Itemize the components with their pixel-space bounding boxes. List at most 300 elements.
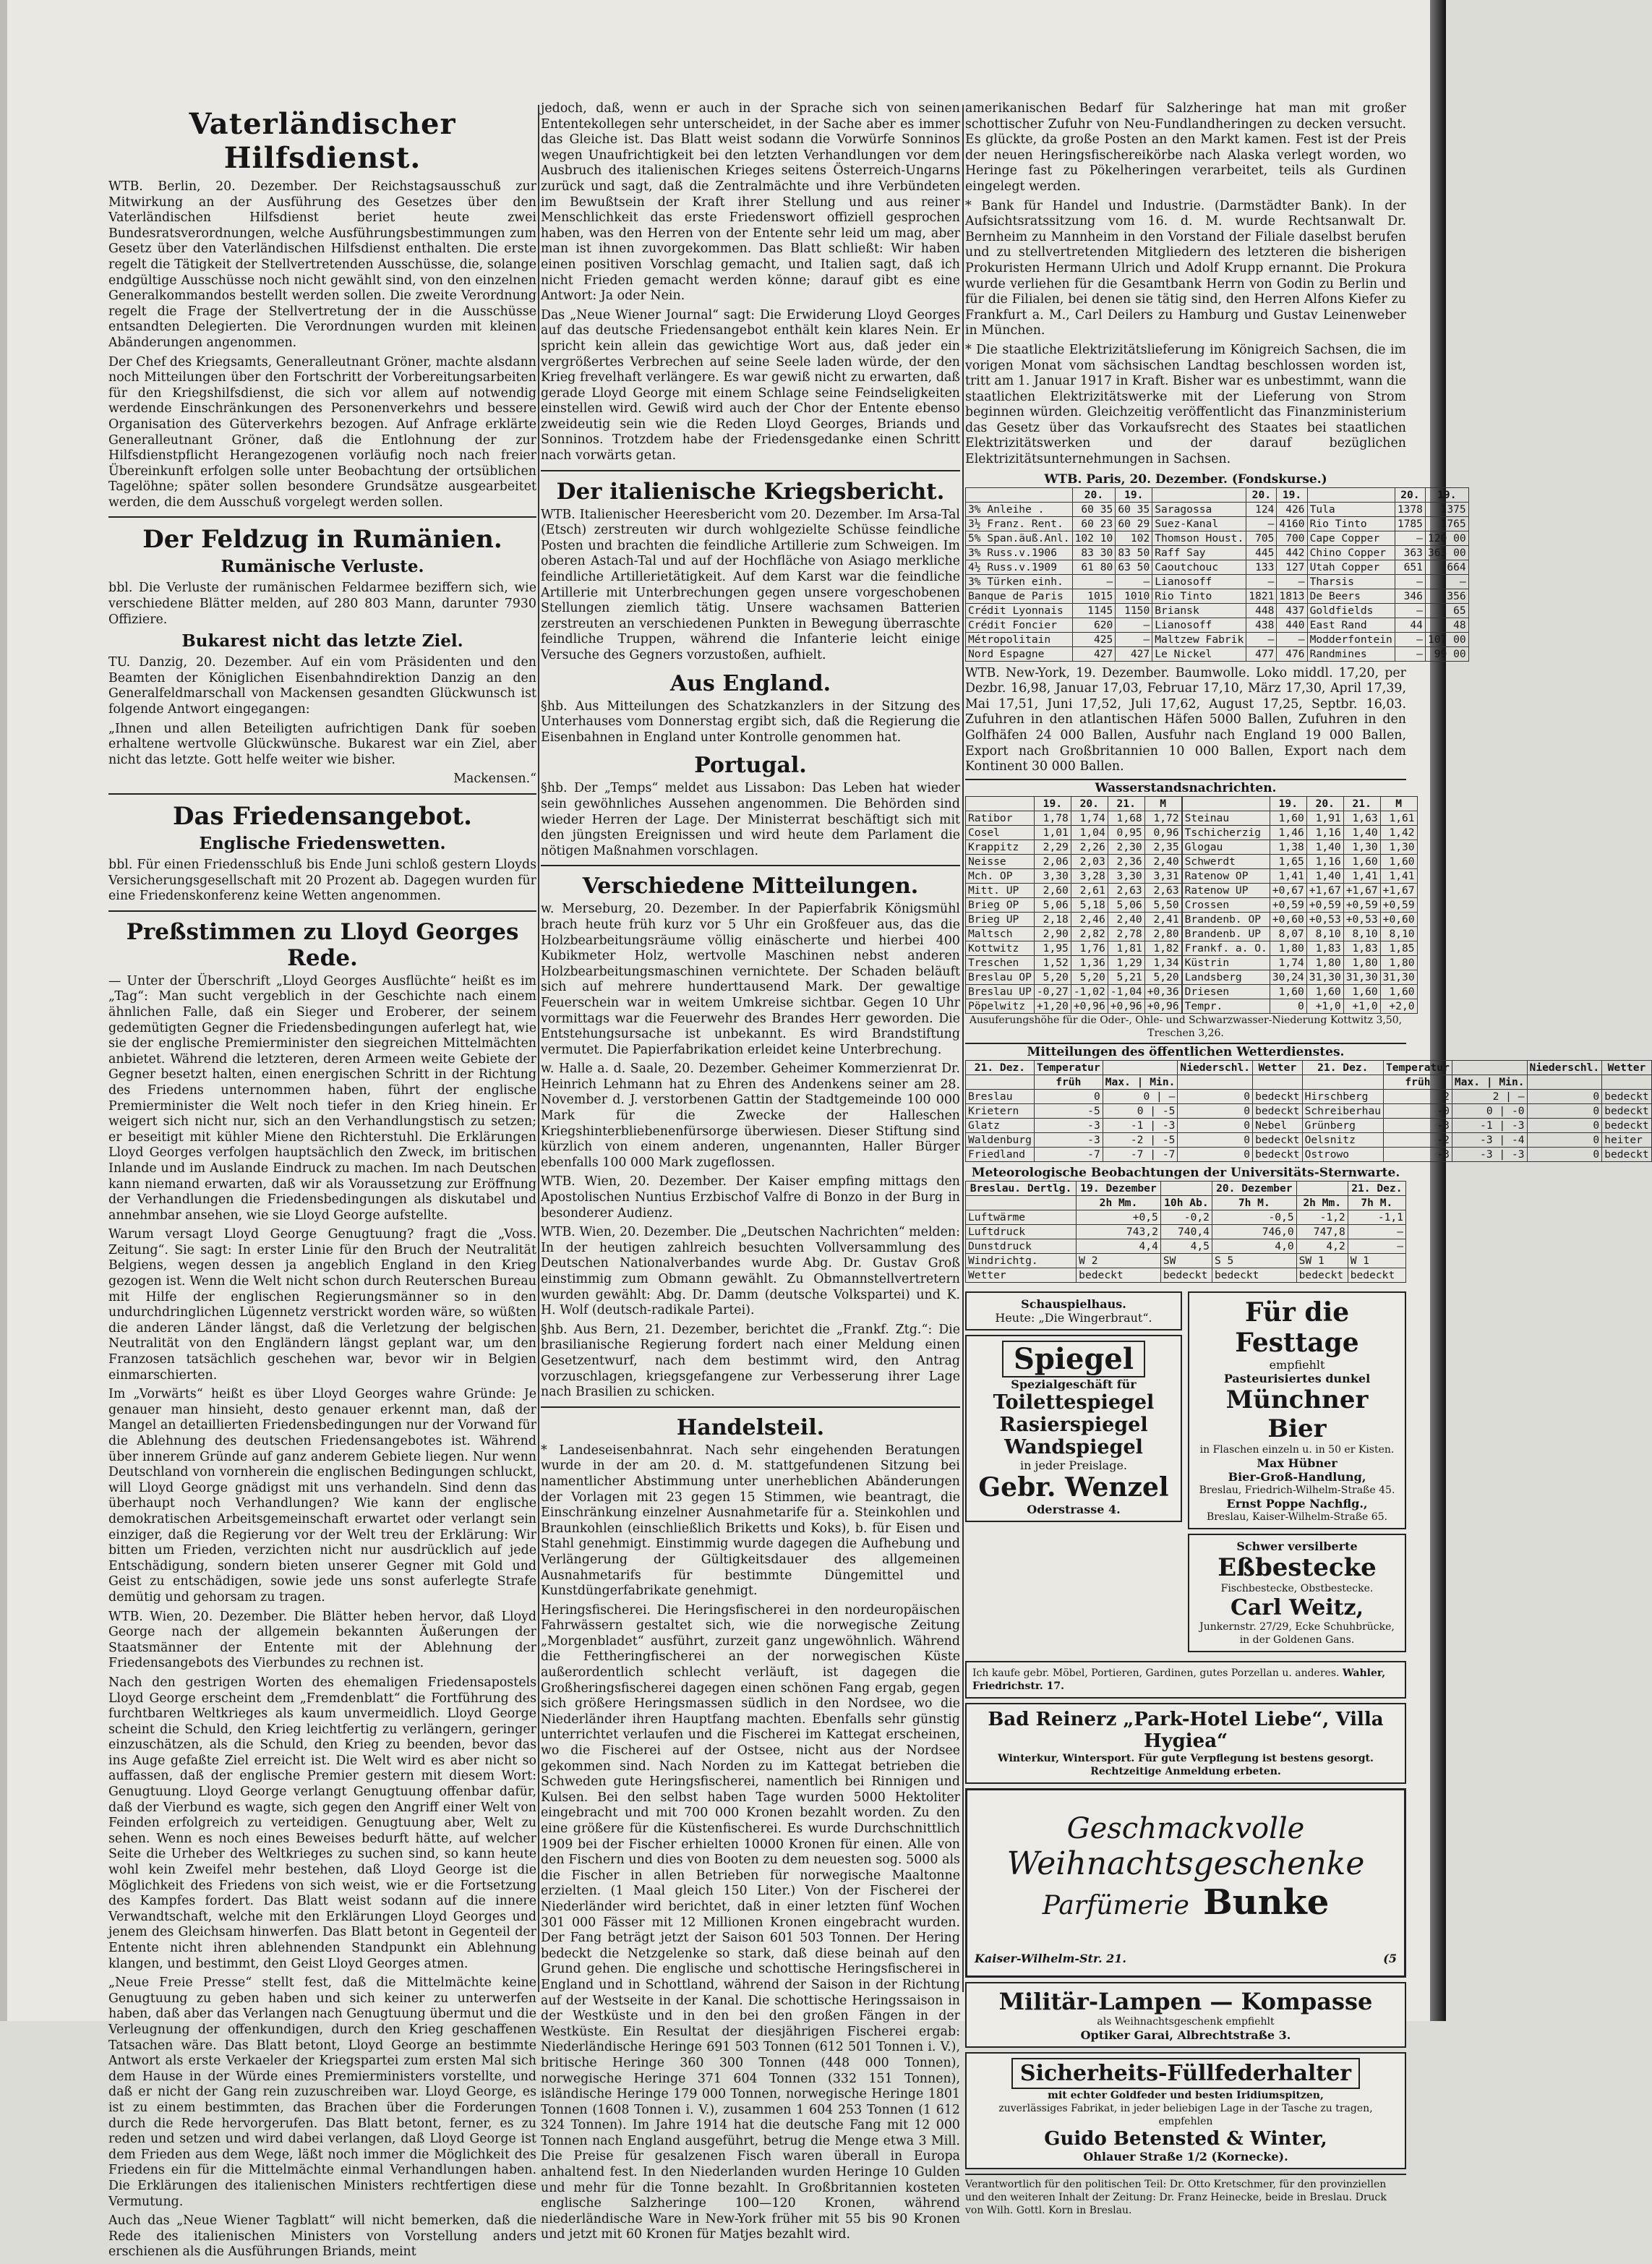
article-title-hilfsdienst: Vaterländischer Hilfsdienst. — [189, 107, 456, 175]
table-cell: 3% Anleihe . — [966, 502, 1073, 516]
table-cell: Krappitz — [966, 840, 1035, 854]
ad-ess-line: Junkernstr. 27/29, Ecke Schuhbrücke, in der Goldenen Gans. — [1199, 1620, 1395, 1646]
table-cell: 1,61 — [1380, 811, 1417, 825]
table-cell: 1,60 — [1343, 854, 1380, 868]
table-cell: 1,29 — [1108, 955, 1144, 970]
table-cell: +1,67 — [1380, 883, 1417, 897]
table-cell: Frankf. a. O. — [1182, 941, 1270, 955]
table-cell: -3 | -3 — [1452, 1147, 1527, 1161]
column-header: 19. — [1277, 487, 1307, 502]
table-cell: 1813 — [1277, 589, 1307, 603]
table-row — [966, 955, 1182, 970]
table-row — [966, 574, 1469, 589]
table-cell: 124 — [1246, 502, 1277, 516]
table-cell: Brandenb. OP — [1182, 912, 1270, 926]
table-cell: 2,29 — [1034, 840, 1071, 854]
table-cell: Rio Tinto — [1152, 589, 1246, 603]
table-cell: 1,91 — [1306, 811, 1343, 825]
table-cell: 651 — [1395, 560, 1425, 574]
table-cell: Lianosoff — [1152, 618, 1246, 632]
table-cell: Neisse — [966, 854, 1035, 868]
table-cell: 3% Türken einh. — [966, 574, 1073, 589]
table-cell: 1,38 — [1270, 840, 1306, 854]
article-text: Das „Neue Wiener Journal“ sagt: Die Erwiderung Lloyd Georges auf das deutsche Friedensangebot enthält kein klares Nein. Er spricht kein allein das gewichtige Wort aus, daß jeder ein vergrößertes Verbrechen auf seine Seele laden würde, der den Krieg frevelhaft verlängere. Es war gewiß nicht zu erwarten, daß gerade Lloyd George mit einem Schlage seine Feindseligkeiten einstellen wird. Gewiß wird auch der Chor der Entente ebenso zweideutig sein wie die Reden Lloyd Georges, Briands und Sonninos. Trotzdem habe der Friedensgedanke einen Schritt nach vorwärts getan. — [541, 307, 960, 464]
article-text: Warum versagt Lloyd George Genugtuung? fragt die „Voss. Zeitung“. Sie sagt: In erster Linie für den Bruch der Neutralität Belgiens, wegen dessen ja angeblich England in den Krieg gezogen ist. Wenn die Welt nicht schon durch Reuterschen Bureau mit Hilfe der englischen Regierungsmänner so in den undurchdringlichen Lügennetz verstrickt worden wäre, so wüßten die anderen Länder längst, daß die Verletzung der belgischen Neutralität von den Engländern längst geplant war, um den Franzosen tatsächlich geschehen war, bevor wir in Belgien einmarschierten. — [108, 1227, 536, 1383]
table-cell: 1,40 — [1306, 840, 1343, 854]
table-row — [966, 1132, 1652, 1147]
wasserstand-note: Ausuferungshöhe für die Oder-, Ohle- und Schwarzwasser-Niederung Kottwitz 3,50, Treschen 3,26. — [969, 1014, 1403, 1039]
column-header: Temperatur — [1034, 1060, 1103, 1075]
table-row — [966, 854, 1182, 868]
table-cell: 1,42 — [1380, 825, 1417, 840]
signature: Mackensen.“ — [453, 772, 536, 787]
ad-reinerz-title: Bad Reinerz „Park-Hotel Liebe“, Villa Hygiea“ — [988, 1708, 1384, 1752]
ad-mil-title: Militär-Lampen — Kompasse — [998, 1987, 1373, 2015]
table-cell: De Beers — [1307, 589, 1395, 603]
table-cell: Goldfields — [1307, 603, 1395, 618]
ad-bunke-line: Parfümerie — [1042, 1890, 1189, 1921]
table-cell: +0,59 — [1306, 897, 1343, 912]
ad-fest-line: in Flaschen einzeln u. in 50 er Kisten. — [1199, 1443, 1395, 1456]
table-cell: 1,78 — [1034, 811, 1071, 825]
table-cell: 2,90 — [1034, 926, 1071, 941]
ad-militaer-lampen — [965, 1982, 1406, 2048]
table-row — [966, 1118, 1652, 1132]
table-cell: 1,60 — [1380, 854, 1417, 868]
table-cell: +1,67 — [1343, 883, 1380, 897]
table-cell: 0,96 — [1144, 825, 1181, 840]
ad-theater-text: Heute: „Die Wingerbraut“. — [995, 1310, 1152, 1325]
table-row — [966, 502, 1469, 516]
table-cell: Landsberg — [1182, 970, 1270, 984]
article-text: §hb. Aus Bern, 21. Dezember, berichtet die „Frankf. Ztg.“: Die brasilianische Regierung fordert nach einer Meldung einen Gesetzentwurf, nach dem bestimmt wird, den Antrag vorzuschlagen, kriegsgefangene zur Verbesserung ihrer Lage nach Brasilien zu schicken. — [541, 1322, 960, 1400]
table-cell: 1,80 — [1306, 955, 1343, 970]
table-cell: 0 — [1034, 1089, 1103, 1103]
table-cell: W 2 — [1077, 1253, 1161, 1268]
article-text: * Bank für Handel und Industrie. (Darmstädter Bank). In der Aufsichtsratssitzung vom 16. d. M. wurde Rechtsanwalt Dr. Bernheim zu Mannheim in den Vorstand der Filiale daselbst berufen und zu stellvertretenden Mitgliedern des letzteren die bisherigen Prokuristen Hermann Ulrich und Adolf Krupp ernannt. Die Prokura wurde verliehen für die Gesamtbank Herrn von Godin zu Berlin und für die Filialen, bei denen sie tätig sind, den Herren Alfons Kiefer zu Frankfurt a. M., Carl Deilers zu Hamburg und Gustav Leinenweber in München. — [965, 198, 1406, 338]
table-cell: 747,8 — [1296, 1224, 1348, 1239]
column-header — [1452, 1060, 1527, 1075]
table-cell: 5,18 — [1071, 897, 1108, 912]
table-cell: 5,06 — [1108, 897, 1144, 912]
table-cell: — — [1348, 1239, 1405, 1253]
table-cell: 1,65 — [1270, 854, 1306, 868]
column-subheader: früh — [1384, 1075, 1452, 1089]
table-cell: 0 — [1527, 1103, 1602, 1118]
ads-row-1 — [965, 1287, 1406, 1657]
table-cell: 1,80 — [1343, 955, 1380, 970]
table-cell: W 1 — [1348, 1253, 1405, 1268]
table-cell: +2,0 — [1380, 999, 1417, 1013]
ad-spiegel-line: Spezialgeschäft für — [1011, 1377, 1137, 1391]
ad-bunke-line: Geschmackvolle — [1066, 1811, 1305, 1845]
table-cell: Saragossa — [1152, 502, 1246, 516]
column-subheader — [1527, 1075, 1602, 1089]
column-subheader: 10h Ab. — [1160, 1195, 1212, 1210]
table-cell: 1,83 — [1343, 941, 1380, 955]
table-cell: -3 | -4 — [1452, 1132, 1527, 1147]
table-cell: 83 50 — [1116, 545, 1152, 560]
table-row — [966, 926, 1182, 941]
column-header: 21. — [1343, 796, 1380, 811]
table-cell: 5,06 — [1034, 897, 1071, 912]
ad-spiegel-line: Toilettespiegel — [993, 1391, 1155, 1414]
table-cell: 1,46 — [1270, 825, 1306, 840]
table-cell: 1,63 — [1343, 811, 1380, 825]
column-header: Wetter — [1253, 1060, 1303, 1075]
table-cell: 740,4 — [1160, 1224, 1212, 1239]
table-cell: Friedland — [966, 1147, 1035, 1161]
table-row — [966, 618, 1469, 632]
table-cell: 4,5 — [1160, 1239, 1212, 1253]
ad-fuellfederhalter — [965, 2052, 1406, 2169]
table-cell: bedeckt — [1602, 1118, 1652, 1132]
table-cell: 31,30 — [1343, 970, 1380, 984]
column-header: 21. — [1108, 796, 1144, 811]
table-cell: 4,0 — [1212, 1239, 1296, 1253]
ad-fest-line: Breslau, Friedrich-Wilhelm-Straße 45. — [1199, 1484, 1395, 1496]
table-row — [966, 1239, 1406, 1253]
table-cell: +0,5 — [1077, 1210, 1161, 1224]
table-cell: bedeckt — [1602, 1089, 1652, 1103]
table-row — [966, 646, 1469, 661]
article-text: Im „Vorwärts“ heißt es über Lloyd Georges wahre Gründe: Je genauer man hinsieht, desto genauer erkennt man, daß der Mangel an detaillierten Friedensbedingungen nur der Vorwand für die Ablehnung des deutschen Friedensangebotes ist. Während über innerem Gründe auf ganz anderem Gebiete liegen. Nur wenn Deutschland von vornherein die englischen Bedingungen schluckt, will Lloyd George gnädigst mit uns verhandeln. Sind denn das überhaupt noch Verhandlungen? Wie kann der englische demokratischen Arbeitsgemeinschaft erwartet oder verlangt sein einziger, daß die Regierung vor der Welt treu der Erklärung: Wir bitten um Frieden, verzichten nicht nur ausdrücklich auf jede Entschädigung, sondern bieten unserer Gegner mit Gold und Geist zu entschädigen, sowie jede uns sonst auferlegte Strafe demütig und gehorsam zu tragen. — [108, 1387, 536, 1605]
column-header — [1307, 487, 1395, 502]
table-row — [966, 883, 1182, 897]
table-cell: Glatz — [966, 1118, 1035, 1132]
table-title-paris: WTB. Paris, 20. Dezember. (Fondskurse.) — [1044, 471, 1327, 487]
table-cell: 30,24 — [1270, 970, 1306, 984]
article-text: „Ihnen und allen Beteiligten aufrichtigen Dank für soeben erhaltene wertvolle Glückwünsche. Bukarest war ein Ziel, aber nicht das letzte. Gott helfe weiter wie bisher. — [108, 721, 536, 767]
ad-fueller-title: Sicherheits-Füllfederhalter — [1011, 2058, 1360, 2089]
table-cell: bedeckt — [1296, 1268, 1348, 1282]
column-subheader: 2h Mm. — [1077, 1195, 1161, 1210]
table-cell: Utah Copper — [1307, 560, 1395, 574]
table-cell: Chino Copper — [1307, 545, 1395, 560]
table-cell: — — [1246, 632, 1277, 646]
table-cell: Modderfontein — [1307, 632, 1395, 646]
table-row — [966, 811, 1182, 825]
table-cell: -7 — [1034, 1147, 1103, 1161]
ad-moebel — [965, 1661, 1406, 1699]
table-cell: Suez-Kanal — [1152, 516, 1246, 531]
table-cell: Küstrin — [1182, 955, 1270, 970]
table-cell: 4160 — [1277, 516, 1307, 531]
table-cell: -0 — [1384, 1103, 1452, 1118]
column-subheader: 7h M. — [1348, 1195, 1405, 1210]
ad-fest-line: Breslau, Kaiser-Wilhelm-Straße 65. — [1206, 1511, 1388, 1523]
ad-fueller-addr: Ohlauer Straße 1/2 (Kornecke). — [1083, 2149, 1288, 2163]
wasserstand-tables — [965, 796, 1415, 1014]
table-cell: Hirschberg — [1302, 1089, 1383, 1103]
ad-spiegel — [965, 1335, 1182, 1522]
table-cell: 3% Russ.v.1906 — [966, 545, 1073, 560]
table-cell: 1010 — [1116, 589, 1152, 603]
table-row — [966, 1210, 1406, 1224]
ad-fueller-line: zuverlässiges Fabrikat, in jeder beliebigen Lage in der Tasche zu tragen, empfehlen — [998, 2102, 1373, 2127]
table-cell: 437 — [1277, 603, 1307, 618]
table-cell: Thomson Houst. — [1152, 531, 1246, 545]
ad-ess-line: Schwer versilberte — [1236, 1539, 1358, 1553]
ad-festtage — [1188, 1291, 1406, 1529]
table-row — [1182, 868, 1417, 883]
table-cell: +0,60 — [1270, 912, 1306, 926]
table-cell: Pöpelwitz — [966, 999, 1035, 1013]
table-cell: bedeckt — [1077, 1268, 1161, 1282]
article-text: WTB. New-York, 19. Dezember. Baumwolle. Loko middl. 17,20, per Dezbr. 16,98, Januar 17,03, Februar 17,10, März 17,30, April 17,39, Mai 17,51, Juni 17,52, Juli 17,62, August 17,25, Septbr. 16,03. Zufuhren in den atlantischen Häfen 5000 Ballen, Zufuhren in den Golfhäfen 24 000 Ballen, Ausfuhr nach England 19 000 Ballen, Export nach Großbritannien 10 000 Ballen, Export nach dem Kontinent 30 000 Ballen. — [965, 665, 1406, 774]
table-cell: Brandenb. UP — [1182, 926, 1270, 941]
table-cell: 48 — [1425, 618, 1468, 632]
table-cell: Dunstdruck — [966, 1239, 1077, 1253]
table-cell: SW — [1160, 1253, 1212, 1268]
table-cell: -3 — [1384, 1147, 1452, 1161]
column-2 — [541, 101, 960, 2247]
table-cell: 0 — [1178, 1147, 1253, 1161]
table-cell: 102 10 — [1072, 531, 1116, 545]
table-cell: 31,30 — [1380, 970, 1417, 984]
table-cell: 427 — [1116, 646, 1152, 661]
table-cell: Raff Say — [1152, 545, 1246, 560]
table-cell: 1145 — [1072, 603, 1116, 618]
table-cell: — — [1425, 574, 1468, 589]
table-row — [966, 941, 1182, 955]
table-cell: — — [1395, 603, 1425, 618]
table-cell: 1,36 — [1071, 955, 1108, 970]
table-row — [966, 897, 1182, 912]
column-header: 21. Dez. — [1348, 1181, 1405, 1195]
article-text: §hb. Der „Temps“ meldet aus Lissabon: Das Leben hat wieder sein gewöhnliches Aussehen angenommen. Die Behörden sind wieder Herren der Lage. Der Ministerrat beschäftigt sich mit den jüngsten Ereignissen und wird heute dem Parlament die nötigen Maßnahmen vorschlagen. — [541, 781, 960, 858]
column-header: 20. — [1246, 487, 1277, 502]
table-cell: — — [1395, 646, 1425, 661]
table-row — [1182, 941, 1417, 955]
table-cell: Brieg OP — [966, 897, 1035, 912]
table-row — [966, 516, 1469, 531]
table-title-meteorologie: Meteorologische Beobachtungen der Universitäts-Sternwarte. — [971, 1165, 1400, 1180]
table-cell: 2,26 — [1071, 840, 1108, 854]
table-cell: 2,63 — [1108, 883, 1144, 897]
table-cell: 1,60 — [1270, 811, 1306, 825]
table-row — [1182, 955, 1417, 970]
table-row — [1182, 897, 1417, 912]
table-cell: Maltzew Fabrik — [1152, 632, 1246, 646]
column-header: 20. — [1306, 796, 1343, 811]
table-cell: -0,2 — [1160, 1210, 1212, 1224]
column-header: 20. Dezember — [1212, 1181, 1296, 1195]
table-cell: 0 — [1527, 1132, 1602, 1147]
table-cell: 1,95 — [1034, 941, 1071, 955]
table-cell: Crédit Lyonnais — [966, 603, 1073, 618]
table-cell: 8,10 — [1343, 926, 1380, 941]
table-cell: Breslau OP — [966, 970, 1035, 984]
meteorologie-table — [965, 1181, 1406, 1283]
wasserstand-right-table — [1182, 796, 1418, 1014]
table-cell: 425 — [1072, 632, 1116, 646]
table-cell: 1,74 — [1270, 955, 1306, 970]
ad-bunke-footer — [975, 1952, 1397, 1965]
table-cell: 1,68 — [1108, 811, 1144, 825]
table-cell: 60 35 — [1072, 502, 1116, 516]
ad-bad-reinerz — [965, 1703, 1406, 1784]
article-subtitle: Englische Friedenswetten. — [199, 834, 446, 853]
table-cell: 448 — [1246, 603, 1277, 618]
table-cell: 1,40 — [1306, 868, 1343, 883]
column-header: 20. — [1072, 487, 1116, 502]
table-row — [966, 603, 1469, 618]
column-header — [966, 487, 1073, 502]
table-cell: 2,36 — [1108, 854, 1144, 868]
table-cell: Schwerdt — [1182, 854, 1270, 868]
column-3 — [965, 101, 1649, 2217]
table-cell: Krietern — [966, 1103, 1035, 1118]
table-row — [966, 840, 1182, 854]
table-row — [966, 560, 1469, 574]
column-subheader: Max. | Min. — [1452, 1075, 1527, 1089]
ad-schauspielhaus — [965, 1291, 1182, 1330]
table-cell: Schreiberhau — [1302, 1103, 1383, 1118]
table-cell: 5,20 — [1071, 970, 1108, 984]
article-text: — Unter der Überschrift „Lloyd Georges Ausflüchte“ heißt es im „Tag“: Man sucht vergeblich in der Geschichte nach einem ähnlichen Falle, daß ein Sieger und Eroberer, der seinem gedemütigten Gegner die Friedensbedingungen auferlegt hat, wie sie der englische Premierminister den siegreichen Mittelmächten anbietet. Während die letzteren, deren Armeen weite Gebiete der Gegner besetzt halten, einen energischen Schritt in der Richtung des Friedens unternommen haben, führt der englische Premierminister die Welt noch tiefer in den Krieg hinein. Er weigert sich nicht nur, sich an den Verhandlungstisch zu setzen; er beseitigt mit kühler Miene den Richterstuhl. Die Erklärungen Lloyd Georges verfolgen hauptsächlich den Zweck, im britischen Inlande und im Auslande Eindruck zu machen. Im nach Deutschen kann niemand erwarten, daß wir als Voraussetzung zur Eröffnung der Verhandlungen die Friedensbedingungen als diskutabel und annehmbar ansehen, wie sie Lloyd George aufstellte. — [108, 973, 536, 1223]
table-cell: Ostrowo — [1302, 1147, 1383, 1161]
column-subheader: 2h Mm. — [1296, 1195, 1348, 1210]
table-cell: 363 00 — [1425, 545, 1468, 560]
table-row — [1182, 912, 1417, 926]
table-cell: — — [1246, 516, 1277, 531]
ad-spiegel-firm: Gebr. Wenzel — [978, 1471, 1169, 1503]
table-cell: 442 — [1277, 545, 1307, 560]
table-cell: 1,04 — [1071, 825, 1108, 840]
ad-spiegel-line: in jeder Preislage. — [1019, 1458, 1128, 1472]
article-text: * Die staatliche Elektrizitätslieferung im Königreich Sachsen, die im vorigen Monat vom sächsischen Landtag beschlossen worden ist, tritt am 1. Januar 1917 in Kraft. Bisher war es unbestimmt, wann die staatlichen Elektrizitätswerke mit der Lieferung von Strom beginnen würden. Gleichzeitig veröffentlicht das Finanzministerium das Gesetz über das Vorkaufsrecht des Staates bei staatlichen Elektrizitätswerken und der darauf bezüglichen Elektrizitätsunternehmungen in Sachsen. — [965, 342, 1406, 467]
table-cell: 63 50 — [1116, 560, 1152, 574]
ad-mil-firm: Optiker Garai, Albrechtstraße 3. — [1080, 2028, 1291, 2042]
table-cell: 1,01 — [1034, 825, 1071, 840]
table-cell: Breslau UP — [966, 984, 1035, 999]
page-left-edge — [0, 0, 7, 2021]
article-text: bbl. Die Verluste der rumänischen Feldarmee beziffern sich, wie verschiedene Blätter melden, auf 280 803 Mann, darunter 7930 Offiziere. — [108, 581, 536, 627]
article-subtitle: Bukarest nicht das letzte Ziel. — [181, 631, 463, 652]
table-cell: Randmines — [1307, 646, 1395, 661]
table-cell: 60 35 — [1116, 502, 1152, 516]
table-cell: — — [1116, 574, 1152, 589]
table-cell: 3,31 — [1144, 868, 1181, 883]
table-cell: Crossen — [1182, 897, 1270, 912]
column-header: 19. — [1034, 796, 1071, 811]
table-cell: +0,96 — [1108, 999, 1144, 1013]
table-cell: -1,04 — [1108, 984, 1144, 999]
table-cell: 1,52 — [1034, 955, 1071, 970]
table-cell: 664 — [1425, 560, 1468, 574]
ads-left-stack — [965, 1287, 1182, 1657]
table-cell: 445 — [1246, 545, 1277, 560]
table-cell: 3,28 — [1071, 868, 1108, 883]
column-header: Niederschl. — [1527, 1060, 1602, 1075]
table-cell: bedeckt — [1160, 1268, 1212, 1282]
ad-fueller-firm: Guido Betensted & Winter, — [1044, 2127, 1327, 2150]
article-title-pressestimmen: Preßstimmen zu Lloyd Georges Rede. — [126, 918, 519, 971]
article-text: Auch das „Neue Wiener Tagblatt“ will nicht bemerken, daß die Rede des italienischen Ministers von Vorstellung anders erschienen als die Ausführungen Briands, meint — [108, 2213, 536, 2260]
table-cell: — — [1277, 632, 1307, 646]
ad-fest-line: Münchner Bier — [1225, 1385, 1369, 1443]
table-cell: 477 — [1246, 646, 1277, 661]
column-subheader — [1178, 1075, 1253, 1089]
table-cell: -3 — [1034, 1132, 1103, 1147]
table-cell: Rio Tinto — [1307, 516, 1395, 531]
table-row — [966, 1147, 1652, 1161]
table-cell: Mitt. UP — [966, 883, 1035, 897]
table-cell: Mch. OP — [966, 868, 1035, 883]
table-cell: bedeckt — [1602, 1147, 1652, 1161]
imprint: Verantwortlich für den politischen Teil: Dr. Otto Kretschmer, für den provinziellen und den weiteren Inhalt der Zeitung: Dr. Franz Heinecke, beide in Breslau. Druck von Wilh. Gottl. Korn in Breslau. — [965, 2174, 1406, 2217]
table-cell: Le Nickel — [1152, 646, 1246, 661]
table-cell: Nebel — [1253, 1118, 1303, 1132]
table-cell: 99 00 — [1425, 646, 1468, 661]
ad-fest-line: empfiehlt — [1269, 1357, 1325, 1372]
separator — [541, 865, 960, 866]
table-cell: 363 — [1395, 545, 1425, 560]
table-cell: 0 — [1178, 1132, 1253, 1147]
table-cell: S 5 — [1212, 1253, 1296, 1268]
separator — [108, 910, 536, 912]
table-cell: 1,60 — [1270, 984, 1306, 999]
table-cell: +0,59 — [1270, 897, 1306, 912]
column-header: 20. — [1395, 487, 1425, 502]
table-cell: -7 | -7 — [1103, 1147, 1178, 1161]
ad-fest-title: Für die Festtage — [1235, 1297, 1359, 1358]
table-row — [966, 984, 1182, 999]
column-header: 19. — [1425, 487, 1468, 502]
table-cell: 356 — [1425, 589, 1468, 603]
article-subtitle: Rumänische Verluste. — [221, 557, 424, 577]
article-text: WTB. Wien, 20. Dezember. Der Kaiser empfing mittags den Apostolischen Nuntius Erzbischof Valfre di Bonzo in der Burg in besonderer Audienz. — [541, 1174, 960, 1221]
article-title-mitteilungen: Verschiedene Mitteilungen. — [582, 873, 919, 900]
table-cell: 61 80 — [1072, 560, 1116, 574]
table-cell: Lianosoff — [1152, 574, 1246, 589]
table-cell: Métropolitain — [966, 632, 1073, 646]
table-cell: 346 — [1395, 589, 1425, 603]
table-row — [1182, 883, 1417, 897]
table-cell: 107 00 — [1425, 632, 1468, 646]
ad-fest-line: Max Hübner — [1257, 1456, 1338, 1470]
article-text: Der Chef des Kriegsamts, Generalleutnant Gröner, machte alsdann noch Mitteilungen über den Fortschritt der Vorbereitungsarbeiten für den Kriegshilfsdienst, die sich vor allem auf notwendig werdende Einschränkungen des Personenverkehrs und bessere Organisation des Güterverkehrs bezogen. Auf Anfrage erklärte Generalleutnant Gröner, daß die Entlohnung der zur Hilfsdienstpflicht Herangezogenen vorläufig noch nach freier Übereinkunft erfolgen solle unter Beobachtung der ortsüblichen Tagelöhne; später sollen besondere Grundsätze ausgearbeitet werden, die dem Ausschuß vorgelegt werden sollen. — [108, 354, 536, 510]
table-cell: +0,53 — [1343, 912, 1380, 926]
column-rule-1 — [538, 105, 539, 1992]
table-row — [966, 589, 1469, 603]
table-cell: 1,74 — [1071, 811, 1108, 825]
column-subheader — [1602, 1075, 1652, 1089]
table-cell: 705 — [1246, 531, 1277, 545]
table-cell: Breslau — [966, 1089, 1035, 1103]
table-cell: 1,82 — [1144, 941, 1181, 955]
table-cell: heiter — [1602, 1132, 1652, 1147]
column-header: 19. — [1116, 487, 1152, 502]
table-cell: 4,2 — [1296, 1239, 1348, 1253]
table-row — [966, 912, 1182, 926]
table-cell: 0 | — — [1103, 1089, 1178, 1103]
table-cell: 60 29 — [1116, 516, 1152, 531]
table-cell: 1,16 — [1306, 825, 1343, 840]
article-text: jedoch, daß, wenn er auch in der Sprache sich von seinen Ententekollegen sehr unterscheidet, in der Sache aber es immer das Gleiche ist. Das Blatt weist sodann die Vorwürfe Sonninos wegen Unaufrichtigkeit bei den letzten Verhandlungen vor dem Ausbruch des italienischen Krieges seitens Österreich-Ungarns zurück und sagt, daß die Zentralmächte und ihre Verbündeten im Bewußtsein der Kraft ihrer Stellung und aus reiner Menschlichkeit das erste Friedenswort offiziell gesprochen haben, was den Herren von der Entente sehr leid um mag, aber man ist ihnen zuvorgekommen. Das Blatt schließt: Wir haben einen positiven Vorschlag gemacht, und Italien sagt, daß ich nicht Frieden gemacht werden könne; darauf gibt es eine Antwort: Ja oder Nein. — [541, 101, 960, 304]
table-cell: 1,80 — [1270, 941, 1306, 955]
table-cell: 2,30 — [1108, 840, 1144, 854]
table-cell: bedeckt — [1253, 1147, 1303, 1161]
table-cell: Maltsch — [966, 926, 1035, 941]
table-cell: 8,10 — [1306, 926, 1343, 941]
table-row — [966, 1089, 1652, 1103]
article-text: w. Halle a. d. Saale, 20. Dezember. Geheimer Kommerzienrat Dr. Heinrich Lehmann hat zu Ehren des Andenkens seiner am 28. November d. J. verstorbenen Gattin der Stadtgemeinde 100 000 Mark für die Zwecke der Halleschen Kriegshinterbliebenenfürsorge überwiesen. Dieser Stiftung sind kürzlich von einem anderen, ungenannten, Haller Bürger ebenfalls 100 000 Mark zugeflossen. — [541, 1061, 960, 1170]
table-cell: 1,40 — [1343, 825, 1380, 840]
table-cell: 2,03 — [1071, 854, 1108, 868]
column-header: 21. Dez. — [966, 1060, 1035, 1075]
